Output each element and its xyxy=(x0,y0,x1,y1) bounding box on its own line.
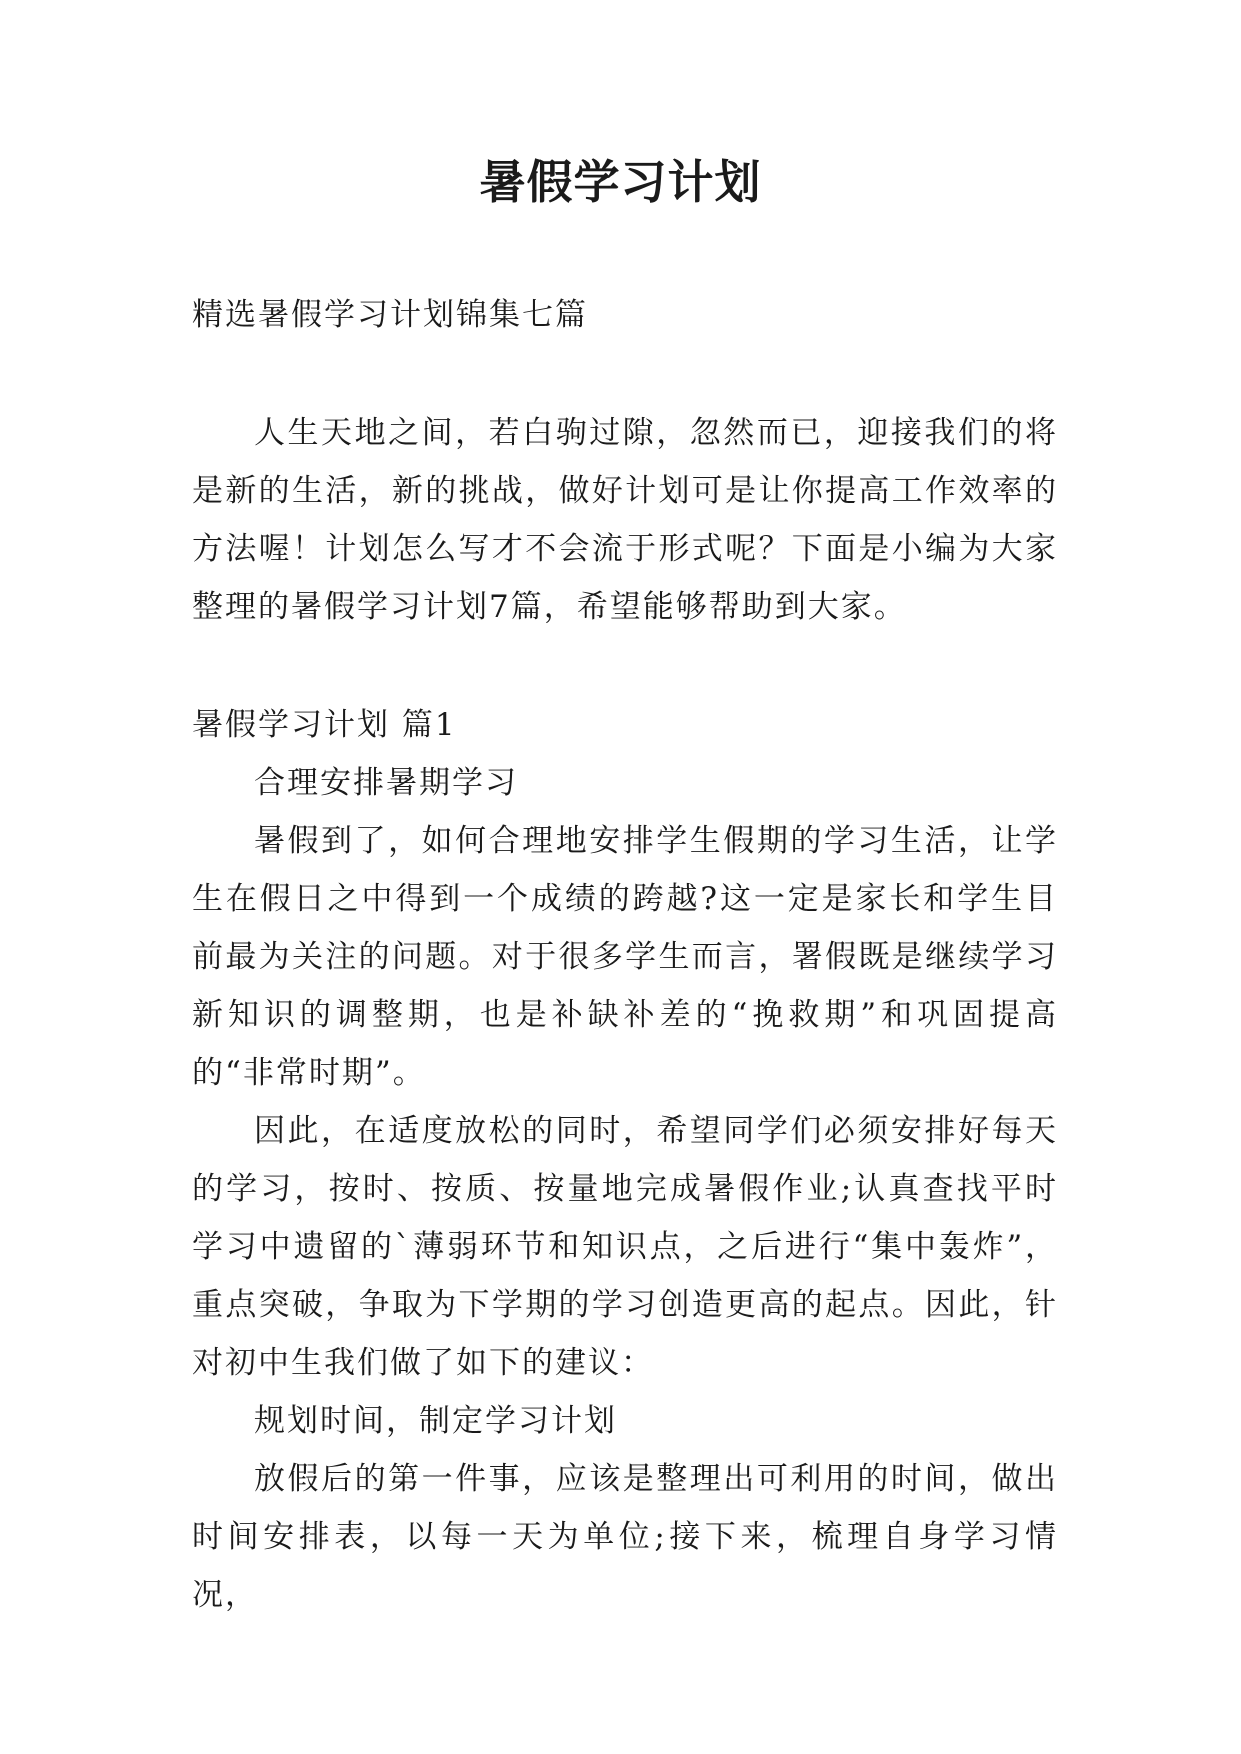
intro-paragraph: 人生天地之间，若白驹过隙，忽然而已，迎接我们的将是新的生活，新的挑战，做好计划可是让你提高工作效率的方法喔！计划怎么写才不会流于形式呢？下面是小编为大家整理的暑假学习计划7篇，希望能够帮助到大家。 xyxy=(192,415,1058,625)
document-subtitle: 精选暑假学习计划锦集七篇 xyxy=(192,297,588,333)
body-paragraph-3: 放假后的第一件事，应该是整理出可利用的时间，做出时间安排表，以每一天为单位;接下来，梳理自身学习情况， xyxy=(192,1461,1058,1613)
subheading-plan: 规划时间，制定学习计划 xyxy=(254,1403,617,1439)
document-body xyxy=(192,286,1058,1624)
subheading-schedule: 合理安排暑期学习 xyxy=(254,765,518,801)
document-title: 暑假学习计划 xyxy=(479,155,762,209)
section-heading: 暑假学习计划 篇1 xyxy=(192,707,457,743)
body-paragraph-2: 因此，在适度放松的同时，希望同学们必须安排好每天的学习，按时、按质、按量地完成暑假作业;认真查找平时学习中遗留的`薄弱环节和知识点，之后进行“集中轰炸”，重点突破，争取为下学期的学习创造更高的起点。因此，针对初中生我们做了如下的建议： xyxy=(192,1113,1058,1381)
body-paragraph-1: 暑假到了，如何合理地安排学生假期的学习生活，让学生在假日之中得到一个成绩的跨越?这一定是家长和学生目前最为关注的问题。对于很多学生而言，署假既是继续学习新知识的调整期，也是补缺补差的“挽救期”和巩固提高的“非常时期”。 xyxy=(192,823,1058,1091)
